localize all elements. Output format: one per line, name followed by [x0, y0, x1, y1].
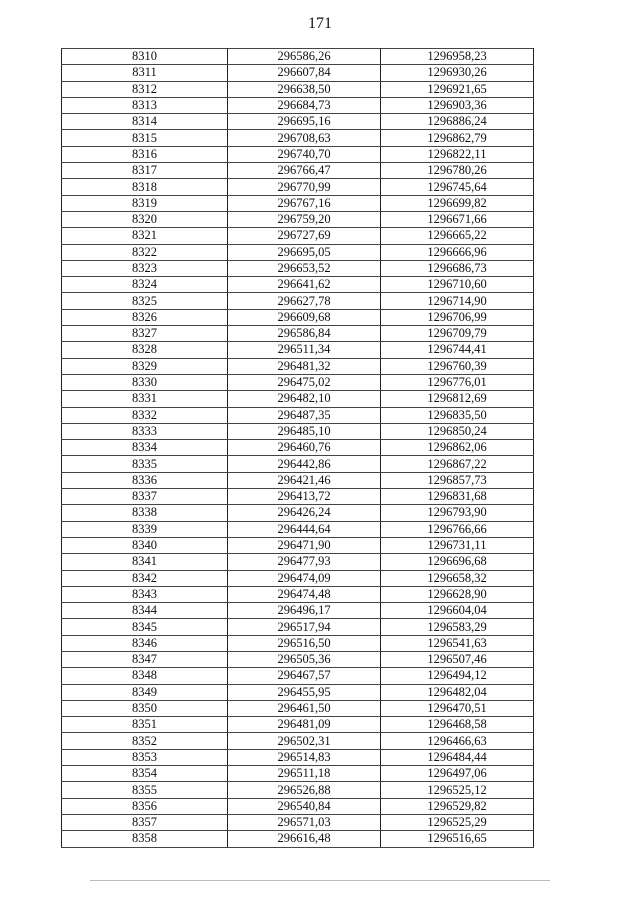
x-coordinate-cell: 296444,64 [228, 521, 381, 537]
x-coordinate-cell: 296571,03 [228, 814, 381, 830]
x-coordinate-cell: 296455,95 [228, 684, 381, 700]
table-row [62, 570, 534, 586]
table-row [62, 260, 534, 276]
point-number-cell: 8315 [62, 130, 228, 146]
point-number-cell: 8357 [62, 814, 228, 830]
x-coordinate-cell: 296607,84 [228, 65, 381, 81]
point-number-cell: 8355 [62, 782, 228, 798]
x-coordinate-cell: 296540,84 [228, 798, 381, 814]
y-coordinate-cell: 1296666,96 [381, 244, 534, 260]
point-number-cell: 8353 [62, 749, 228, 765]
y-coordinate-cell: 1296604,04 [381, 603, 534, 619]
table-row [62, 586, 534, 602]
table-row [62, 423, 534, 439]
x-coordinate-cell: 296485,10 [228, 423, 381, 439]
y-coordinate-cell: 1296696,68 [381, 554, 534, 570]
table-row [62, 651, 534, 667]
point-number-cell: 8334 [62, 440, 228, 456]
y-coordinate-cell: 1296699,82 [381, 195, 534, 211]
x-coordinate-cell: 296496,17 [228, 603, 381, 619]
x-coordinate-cell: 296653,52 [228, 260, 381, 276]
x-coordinate-cell: 296516,50 [228, 635, 381, 651]
y-coordinate-cell: 1296793,90 [381, 505, 534, 521]
table-row [62, 619, 534, 635]
y-coordinate-cell: 1296857,73 [381, 472, 534, 488]
point-number-cell: 8323 [62, 260, 228, 276]
x-coordinate-cell: 296474,48 [228, 586, 381, 602]
x-coordinate-cell: 296413,72 [228, 489, 381, 505]
point-number-cell: 8327 [62, 326, 228, 342]
x-coordinate-cell: 296514,83 [228, 749, 381, 765]
y-coordinate-cell: 1296812,69 [381, 391, 534, 407]
x-coordinate-cell: 296461,50 [228, 700, 381, 716]
table-row [62, 472, 534, 488]
point-number-cell: 8351 [62, 717, 228, 733]
point-number-cell: 8348 [62, 668, 228, 684]
table-row [62, 456, 534, 472]
table-row [62, 717, 534, 733]
point-number-cell: 8342 [62, 570, 228, 586]
x-coordinate-cell: 296638,50 [228, 81, 381, 97]
y-coordinate-cell: 1296516,65 [381, 831, 534, 847]
y-coordinate-cell: 1296497,06 [381, 766, 534, 782]
x-coordinate-cell: 296766,47 [228, 163, 381, 179]
table-row [62, 358, 534, 374]
point-number-cell: 8331 [62, 391, 228, 407]
point-number-cell: 8333 [62, 423, 228, 439]
point-number-cell: 8356 [62, 798, 228, 814]
x-coordinate-cell: 296609,68 [228, 309, 381, 325]
x-coordinate-cell: 296695,16 [228, 114, 381, 130]
table-row [62, 782, 534, 798]
x-coordinate-cell: 296477,93 [228, 554, 381, 570]
y-coordinate-cell: 1296850,24 [381, 423, 534, 439]
table-row [62, 749, 534, 765]
table-row [62, 537, 534, 553]
table-row [62, 521, 534, 537]
point-number-cell: 8320 [62, 211, 228, 227]
point-number-cell: 8332 [62, 407, 228, 423]
point-number-cell: 8338 [62, 505, 228, 521]
table-row [62, 293, 534, 309]
coordinates-table-container [61, 48, 533, 848]
y-coordinate-cell: 1296494,12 [381, 668, 534, 684]
y-coordinate-cell: 1296835,50 [381, 407, 534, 423]
table-row [62, 603, 534, 619]
x-coordinate-cell: 296511,18 [228, 766, 381, 782]
y-coordinate-cell: 1296665,22 [381, 228, 534, 244]
x-coordinate-cell: 296627,78 [228, 293, 381, 309]
table-row [62, 374, 534, 390]
y-coordinate-cell: 1296862,79 [381, 130, 534, 146]
x-coordinate-cell: 296502,31 [228, 733, 381, 749]
point-number-cell: 8347 [62, 651, 228, 667]
x-coordinate-cell: 296426,24 [228, 505, 381, 521]
y-coordinate-cell: 1296731,11 [381, 537, 534, 553]
point-number-cell: 8339 [62, 521, 228, 537]
y-coordinate-cell: 1296822,11 [381, 146, 534, 162]
x-coordinate-cell: 296481,09 [228, 717, 381, 733]
point-number-cell: 8318 [62, 179, 228, 195]
point-number-cell: 8340 [62, 537, 228, 553]
y-coordinate-cell: 1296466,63 [381, 733, 534, 749]
y-coordinate-cell: 1296760,39 [381, 358, 534, 374]
point-number-cell: 8329 [62, 358, 228, 374]
point-number-cell: 8312 [62, 81, 228, 97]
point-number-cell: 8321 [62, 228, 228, 244]
point-number-cell: 8358 [62, 831, 228, 847]
x-coordinate-cell: 296684,73 [228, 97, 381, 113]
y-coordinate-cell: 1296468,58 [381, 717, 534, 733]
point-number-cell: 8352 [62, 733, 228, 749]
point-number-cell: 8330 [62, 374, 228, 390]
table-row [62, 277, 534, 293]
y-coordinate-cell: 1296745,64 [381, 179, 534, 195]
table-row [62, 114, 534, 130]
y-coordinate-cell: 1296686,73 [381, 260, 534, 276]
table-row [62, 684, 534, 700]
point-number-cell: 8324 [62, 277, 228, 293]
x-coordinate-cell: 296442,86 [228, 456, 381, 472]
point-number-cell: 8337 [62, 489, 228, 505]
table-row [62, 766, 534, 782]
point-number-cell: 8343 [62, 586, 228, 602]
x-coordinate-cell: 296487,35 [228, 407, 381, 423]
table-row [62, 635, 534, 651]
point-number-cell: 8317 [62, 163, 228, 179]
y-coordinate-cell: 1296658,32 [381, 570, 534, 586]
x-coordinate-cell: 296482,10 [228, 391, 381, 407]
x-coordinate-cell: 296770,99 [228, 179, 381, 195]
point-number-cell: 8354 [62, 766, 228, 782]
coordinates-table [61, 48, 534, 848]
x-coordinate-cell: 296471,90 [228, 537, 381, 553]
point-number-cell: 8341 [62, 554, 228, 570]
point-number-cell: 8328 [62, 342, 228, 358]
point-number-cell: 8335 [62, 456, 228, 472]
y-coordinate-cell: 1296482,04 [381, 684, 534, 700]
x-coordinate-cell: 296586,84 [228, 326, 381, 342]
y-coordinate-cell: 1296525,29 [381, 814, 534, 830]
table-row [62, 342, 534, 358]
y-coordinate-cell: 1296709,79 [381, 326, 534, 342]
x-coordinate-cell: 296759,20 [228, 211, 381, 227]
point-number-cell: 8345 [62, 619, 228, 635]
table-row [62, 554, 534, 570]
point-number-cell: 8311 [62, 65, 228, 81]
table-row [62, 65, 534, 81]
table-row [62, 228, 534, 244]
x-coordinate-cell: 296526,88 [228, 782, 381, 798]
y-coordinate-cell: 1296744,41 [381, 342, 534, 358]
table-row [62, 244, 534, 260]
point-number-cell: 8336 [62, 472, 228, 488]
y-coordinate-cell: 1296903,36 [381, 97, 534, 113]
point-number-cell: 8349 [62, 684, 228, 700]
page-number: 171 [308, 15, 332, 32]
x-coordinate-cell: 296616,48 [228, 831, 381, 847]
point-number-cell: 8346 [62, 635, 228, 651]
table-row [62, 195, 534, 211]
table-row [62, 211, 534, 227]
table-row [62, 309, 534, 325]
y-coordinate-cell: 1296776,01 [381, 374, 534, 390]
bottom-rule [90, 880, 550, 881]
x-coordinate-cell: 296767,16 [228, 195, 381, 211]
point-number-cell: 8313 [62, 97, 228, 113]
y-coordinate-cell: 1296710,60 [381, 277, 534, 293]
table-row [62, 407, 534, 423]
x-coordinate-cell: 296740,70 [228, 146, 381, 162]
y-coordinate-cell: 1296484,44 [381, 749, 534, 765]
y-coordinate-cell: 1296714,90 [381, 293, 534, 309]
x-coordinate-cell: 296517,94 [228, 619, 381, 635]
table-row [62, 179, 534, 195]
y-coordinate-cell: 1296886,24 [381, 114, 534, 130]
point-number-cell: 8325 [62, 293, 228, 309]
y-coordinate-cell: 1296628,90 [381, 586, 534, 602]
table-row [62, 81, 534, 97]
table-row [62, 489, 534, 505]
table-row [62, 326, 534, 342]
point-number-cell: 8310 [62, 49, 228, 65]
y-coordinate-cell: 1296930,26 [381, 65, 534, 81]
x-coordinate-cell: 296511,34 [228, 342, 381, 358]
y-coordinate-cell: 1296529,82 [381, 798, 534, 814]
x-coordinate-cell: 296708,63 [228, 130, 381, 146]
table-row [62, 733, 534, 749]
x-coordinate-cell: 296475,02 [228, 374, 381, 390]
y-coordinate-cell: 1296583,29 [381, 619, 534, 635]
point-number-cell: 8322 [62, 244, 228, 260]
coordinates-table-body [62, 49, 534, 848]
y-coordinate-cell: 1296921,65 [381, 81, 534, 97]
y-coordinate-cell: 1296831,68 [381, 489, 534, 505]
table-row [62, 440, 534, 456]
x-coordinate-cell: 296474,09 [228, 570, 381, 586]
table-row [62, 49, 534, 65]
table-row [62, 831, 534, 847]
y-coordinate-cell: 1296766,66 [381, 521, 534, 537]
x-coordinate-cell: 296460,76 [228, 440, 381, 456]
table-row [62, 700, 534, 716]
table-row [62, 97, 534, 113]
y-coordinate-cell: 1296541,63 [381, 635, 534, 651]
y-coordinate-cell: 1296470,51 [381, 700, 534, 716]
table-row [62, 163, 534, 179]
x-coordinate-cell: 296421,46 [228, 472, 381, 488]
x-coordinate-cell: 296505,36 [228, 651, 381, 667]
point-number-cell: 8350 [62, 700, 228, 716]
y-coordinate-cell: 1296958,23 [381, 49, 534, 65]
x-coordinate-cell: 296727,69 [228, 228, 381, 244]
table-row [62, 668, 534, 684]
point-number-cell: 8344 [62, 603, 228, 619]
y-coordinate-cell: 1296507,46 [381, 651, 534, 667]
table-row [62, 130, 534, 146]
table-row [62, 146, 534, 162]
y-coordinate-cell: 1296780,26 [381, 163, 534, 179]
y-coordinate-cell: 1296671,66 [381, 211, 534, 227]
x-coordinate-cell: 296467,57 [228, 668, 381, 684]
table-row [62, 798, 534, 814]
y-coordinate-cell: 1296525,12 [381, 782, 534, 798]
x-coordinate-cell: 296695,05 [228, 244, 381, 260]
point-number-cell: 8326 [62, 309, 228, 325]
x-coordinate-cell: 296586,26 [228, 49, 381, 65]
y-coordinate-cell: 1296706,99 [381, 309, 534, 325]
x-coordinate-cell: 296641,62 [228, 277, 381, 293]
point-number-cell: 8316 [62, 146, 228, 162]
table-row [62, 391, 534, 407]
table-row [62, 505, 534, 521]
point-number-cell: 8314 [62, 114, 228, 130]
y-coordinate-cell: 1296862,06 [381, 440, 534, 456]
point-number-cell: 8319 [62, 195, 228, 211]
y-coordinate-cell: 1296867,22 [381, 456, 534, 472]
table-row [62, 814, 534, 830]
x-coordinate-cell: 296481,32 [228, 358, 381, 374]
